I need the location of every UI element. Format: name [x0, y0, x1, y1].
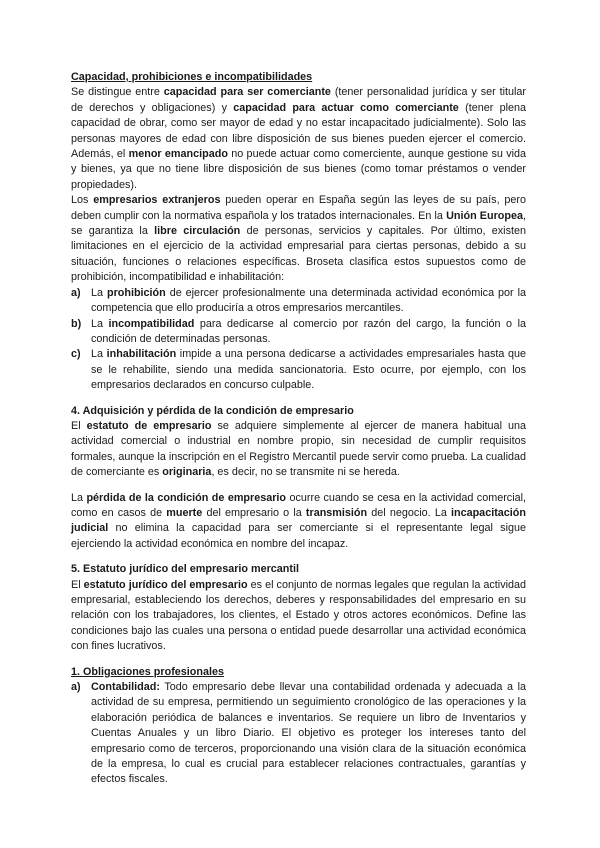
text-run: La [91, 348, 107, 361]
paragraph [71, 578, 526, 655]
bold-term: pérdida de la condición de empresario [86, 491, 287, 504]
text-run: Los [71, 194, 94, 207]
list-item-text [91, 317, 526, 348]
text-run: El [71, 419, 87, 432]
text-run: El [71, 578, 84, 591]
text-run: del empresario o la [202, 506, 306, 519]
text-run: La [71, 491, 87, 504]
paragraph [71, 491, 526, 553]
bold-term: originaria [162, 466, 212, 479]
list-item [71, 347, 526, 393]
list-marker: c) [71, 348, 81, 361]
text-run: no elimina la capacidad para ser comerciante si el representante legal sigue ejerciendo la actividad económica en nombre del incapaz. [71, 522, 526, 550]
bold-term: muerte [166, 506, 203, 519]
bold-term: estatuto jurídico del empresario [83, 578, 248, 591]
bold-term: empresarios extranjeros [93, 194, 221, 207]
text-run: de personas, servicios y capitales. Por último, existen limitaciones en el ejercicio de la actividad empresarial para ciertas personas, debido a su situación, funciones o relaciones específicas. Broseta clasifica estos supuestos como de prohibición, incompatibilidad e inhabilitación: [71, 225, 526, 284]
text-run: pueden operar en España según las leyes de su país, pero deben cumplir con la normativa española y los tratados internacionales. En la [71, 194, 526, 222]
bold-term: transmisión [305, 506, 368, 519]
list-marker: a) [71, 286, 81, 299]
section-title-obligaciones: 1. Obligaciones profesionales [71, 665, 225, 678]
bold-term: incapacitación judicial [71, 506, 526, 535]
text-run: no puede actuar como comerciente, aunque gestione su vida y bienes, ya que no tiene libre disposición de sus bienes (como tomar préstamos o vender propiedades). [71, 148, 526, 191]
list-item [71, 286, 526, 317]
bold-term: capacidad para ser comerciante [163, 86, 331, 99]
section-title-capacidad: Capacidad, prohibiciones e incompatibilidades [71, 71, 313, 83]
text-run: (tener plena capacidad de obrar, como ser mayor de edad y no estar incapacitado judicialmente). Solo las personas mayores de edad con libre disposición de sus bienes pueden ejercer el comercio. Además, el [71, 101, 526, 161]
text-run: La [91, 317, 109, 330]
list-item-text [91, 347, 526, 393]
paragraph [71, 85, 526, 193]
bold-term: Contabilidad: [91, 681, 160, 694]
text-run: , se garantiza la [71, 209, 527, 238]
list-item-text [91, 286, 526, 317]
text-run: Se distingue entre [71, 86, 164, 99]
text-run: es el conjunto de normas legales que regulan la actividad empresarial, estableciendo los derechos, deberes y responsabilidades del empresario en su relación con los trabajadores, los clientes, el Estado y otros actores económicos. Define las condiciones bajo las cuales una persona o entidad puede desarrollar una actividad económica con fines lucrativos. [71, 578, 526, 653]
list-marker: b) [71, 317, 82, 330]
bold-term: Unión Europea [446, 209, 524, 222]
text-run: La [91, 286, 107, 299]
text-run: ocurre cuando se cesa en la actividad comercial, como en casos de [71, 491, 526, 519]
list-item [71, 680, 526, 788]
text-run: impide a una persona dedicarse a actividades empresariales hasta que se le rehabilite, siendo una medida sancionatoria. Esto ocurre, por ejemplo, con los empresarios declarados en concurso culpable. [91, 348, 526, 392]
list-marker: a) [71, 681, 81, 694]
paragraph [71, 419, 526, 481]
section-heading-adquisicion: 4. Adquisición y pérdida de la condición de empresario [71, 404, 354, 417]
text-run: , es decir, no se transmite ni se hereda. [211, 466, 400, 479]
bold-term: libre circulación [154, 225, 241, 238]
bold-term: capacidad para actuar como comerciante [233, 101, 459, 114]
text-run: para dedicarse al comercio por razón del cargo, la función o la condición de determinadas personas. [91, 317, 526, 345]
bold-term: incompatibilidad [108, 317, 195, 330]
section-heading-estatuto: 5. Estatuto jurídico del empresario mercantil [71, 563, 299, 576]
text-run: (tener personalidad jurídica y ser titular de derechos y obligaciones) y [71, 86, 526, 114]
bold-term: menor emancipado [128, 148, 228, 161]
text-run: Todo empresario debe llevar una contabilidad ordenada y adecuada a la actividad de su empresa, permitiendo un seguimiento cronológico de las operaciones y la elaboración periódica de balances e inventarios. Se requiere un libro de Inventarios y Cuentas Anuales y un libro Diario. El objetivo es proteger los intereses tanto del empresario como de terceros, proporcionando una visión clara de la situación económica de la empresa, lo cual es crucial para establecer relaciones contractuales, garantías y efectos fiscales. [91, 681, 526, 786]
bold-term: estatuto de empresario [86, 419, 212, 432]
bold-term: prohibición [106, 286, 166, 299]
list-obligaciones [71, 680, 526, 788]
document-page [71, 70, 526, 788]
text-run: de ejercer profesionalmente una determinada actividad económica por la competencia que ello produciría a otros empresarios mercantiles. [91, 286, 526, 315]
list-item [71, 317, 526, 348]
text-run: del negocio. La [367, 506, 451, 519]
bold-term: inhabilitación [106, 348, 177, 361]
text-run: se adquiere simplemente al ejercer de manera habitual una actividad comercial o industrial en nombre propio, sin necesidad de cumplir requisitos formales, aunque la inscripción en el Registro Mercantil puede servir como prueba. La cualidad de comerciante es [71, 419, 526, 479]
paragraph [71, 193, 526, 285]
list-prohibiciones [71, 286, 526, 394]
list-item-text [91, 680, 526, 788]
